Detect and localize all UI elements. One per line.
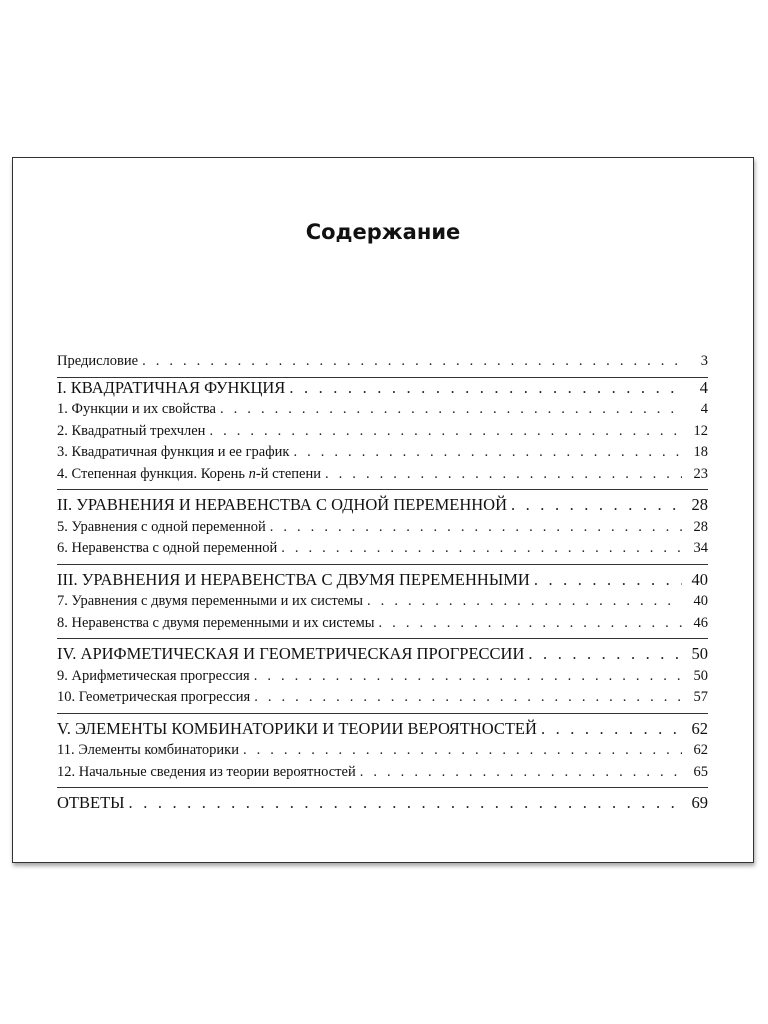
toc-page-number: 65 (693, 763, 708, 780)
toc-item-1 (57, 401, 708, 423)
toc-label-part: -й степени (255, 465, 321, 482)
toc-item-6 (57, 540, 708, 562)
toc-row-preface (57, 353, 708, 375)
dot-leader (511, 495, 682, 515)
toc-label: 12. Начальные сведения из теории вероятностей (57, 763, 356, 780)
toc-label: 7. Уравнения с двумя переменными и их системы (57, 593, 364, 609)
toc-section-2 (57, 495, 708, 519)
toc-page-number: 12 (693, 422, 708, 439)
toc-label: 1. Функции и их свойства (57, 401, 216, 417)
toc-item-10 (57, 689, 708, 711)
toc-item-7 (57, 593, 708, 615)
toc-page-number: 18 (693, 444, 708, 460)
dot-leader (293, 444, 682, 461)
toc-section-label: V. ЭЛЕМЕНТЫ КОМБИНАТОРИКИ И ТЕОРИИ ВЕРОЯТНОСТЕЙ (57, 718, 537, 738)
dot-leader (379, 615, 682, 632)
dot-leader (209, 423, 682, 440)
dot-leader (528, 644, 682, 664)
toc-page-number: 28 (691, 495, 708, 514)
divider (57, 638, 708, 639)
toc-item-4 (57, 466, 708, 488)
toc-item-12 (57, 764, 708, 786)
toc-page-number: 50 (693, 667, 708, 684)
toc-page-number: 50 (691, 644, 708, 663)
toc-page-number: 23 (693, 465, 708, 482)
toc-page-number: 40 (691, 569, 708, 589)
toc-page-number: 57 (693, 689, 708, 705)
toc-label: 3. Квадратичная функция и ее график (57, 444, 290, 460)
dot-leader (129, 793, 682, 813)
dot-leader (254, 689, 682, 706)
dot-leader (289, 378, 682, 398)
divider (57, 787, 708, 788)
toc-section-label: II. УРАВНЕНИЯ И НЕРАВЕНСТВА С ОДНОЙ ПЕРЕМЕННОЙ (57, 495, 507, 514)
toc-section-label: III. УРАВНЕНИЯ И НЕРАВЕНСТВА С ДВУМЯ ПЕРЕМЕННЫМИ (57, 569, 530, 589)
toc-section-4 (57, 644, 708, 668)
toc-item-9 (57, 668, 708, 690)
dot-leader (142, 353, 682, 370)
toc-item-2 (57, 423, 708, 445)
toc-section-label: I. КВАДРАТИЧНАЯ ФУНКЦИЯ (57, 377, 286, 397)
toc-label (57, 466, 321, 483)
toc-page-number: 40 (693, 593, 708, 609)
divider (57, 489, 708, 490)
toc-label: 8. Неравенства с двумя переменными и их системы (57, 614, 375, 631)
toc-page-number: 34 (693, 540, 708, 556)
dot-leader (367, 593, 682, 610)
toc-item-5 (57, 519, 708, 541)
toc-item-3 (57, 444, 708, 466)
toc-page-number: 46 (693, 614, 708, 631)
page-title: Содержание (305, 220, 461, 244)
toc-page-number: 3 (700, 353, 708, 369)
dot-leader (220, 401, 682, 418)
toc-label: 11. Элементы комбинаторики (57, 742, 239, 758)
divider (57, 713, 708, 714)
toc-section-5 (57, 719, 708, 743)
toc-answers (57, 793, 708, 817)
dot-leader (534, 570, 682, 590)
variable-n: n (248, 465, 256, 482)
table-of-contents (57, 353, 708, 817)
toc-section-1 (57, 378, 708, 402)
divider (57, 564, 708, 565)
toc-page-number: 62 (691, 718, 708, 738)
book-page (12, 157, 754, 863)
dot-leader (360, 764, 682, 781)
toc-label: 10. Геометрическая прогрессия (57, 689, 251, 705)
toc-label: Предисловие (57, 353, 139, 369)
toc-page-number: 4 (699, 377, 708, 397)
toc-page-number: 62 (693, 742, 708, 758)
dot-leader (541, 719, 682, 739)
toc-item-8 (57, 615, 708, 637)
dot-leader (281, 540, 682, 557)
toc-page-number: 4 (700, 401, 708, 417)
toc-section-3 (57, 570, 708, 594)
toc-section-label: ОТВЕТЫ (57, 793, 125, 812)
toc-label: 9. Арифметическая прогрессия (57, 667, 250, 684)
toc-label: 5. Уравнения с одной переменной (57, 518, 266, 535)
toc-label: 2. Квадратный трехчлен (57, 422, 206, 439)
toc-label: 6. Неравенства с одной переменной (57, 540, 278, 556)
toc-page-number: 69 (691, 793, 708, 812)
dot-leader (254, 668, 682, 685)
dot-leader (325, 466, 682, 483)
toc-label-part: 4. Степенная функция. Корень (57, 465, 249, 482)
dot-leader (270, 519, 682, 536)
toc-section-label: IV. АРИФМЕТИЧЕСКАЯ И ГЕОМЕТРИЧЕСКАЯ ПРОГРЕССИИ (57, 644, 525, 663)
dot-leader (243, 742, 682, 759)
toc-item-11 (57, 742, 708, 764)
toc-page-number: 28 (693, 518, 708, 535)
